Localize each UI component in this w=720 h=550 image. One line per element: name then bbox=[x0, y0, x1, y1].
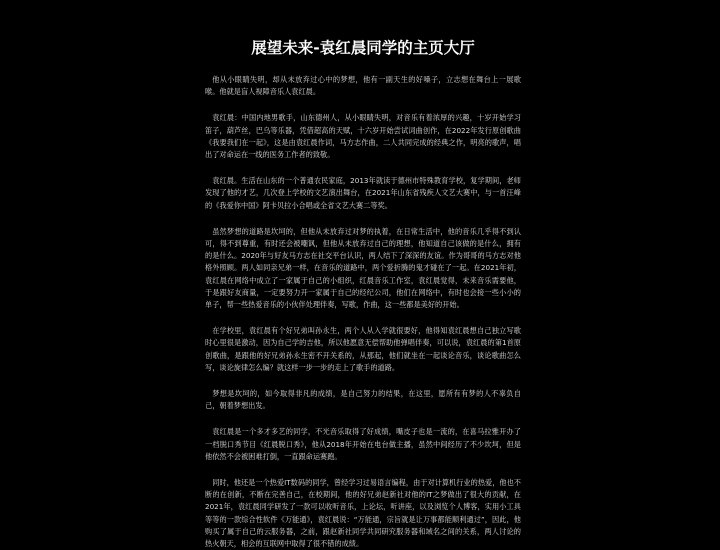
paragraph-intro: 他从小眼睛失明，却从未放弃过心中的梦想，他有一副天生的好嗓子，立志想在舞台上一展歌喉。他就是盲人视障音乐人袁红晨。 bbox=[205, 75, 521, 97]
paragraph-dream: 虽然梦想的道路是坎坷的，但他从未放弃过对梦的执着，在日常生活中，他的音乐几乎得不到认可，得不到尊重，有时还会被嘲讽，但他从未放弃过自己的理想，他知道自己该做的是什么，拥有的是什么。2020年与好友马方志在社交平台认识，两人结下了深深的友谊。作为哥哥的马方志对他格外照顾。两人如同亲兄弟一样，在音乐的道路中，两个爱折腾的鬼才碰在了一起。在2021年初，袁红晨在网络中成立了一家属于自己的小组织，红晨音乐工作室，袁红晨觉得，未来音乐需要他，于是跟好友商量，一定要努力开一家属于自己的经纪公司，他们在网络中，有时也会接一些小小的单子，帮一些热爱音乐的小伙伴处理伴奏，写歌，作曲，这一些都是美好的开始。 bbox=[205, 226, 521, 310]
paragraph-school-friend: 在学校里，袁红晨有个好兄弟叫孙永生，两个人从入学就很要好，他得知袁红晨想自己独立写歌时心里很是激动，因为自己学的吉他，所以他愿意无偿帮助他弹唱伴奏，可以说，袁红晨的第1首原创歌曲，是跟他的好兄弟孙永生密不开关系的，从那起，他们就坐在一起谈论音乐，谈论歌曲怎么写，谈论旋律怎么编？就这样一步一步的走上了歌手的道路。 bbox=[205, 326, 521, 372]
paragraph-it: 同时，他还是一个热爱IT数码的同学，曾经学习过易语言编程，由于对计算机行业的热爱，他也不断的在创新，不断在完善自己，在校期间，他的好兄弟赵新社对他的IT之梦做出了很大的贡献，在2021年，袁红晨同学研发了一款可以收听音乐，上论坛，听讲座，以及浏览个人博客，实用小工具等等的一款综合性软件《万能通》，袁红晨说：“万能通，宗旨就是让万事都能顺利通过”，因此，他购买了属于自己的云服务器，之前，跟赵新社同学共同研究服务器和域名之间的关系，两人讨论的热火朝天，相会的互联网中取得了很不错的成绩。 bbox=[205, 478, 521, 549]
page-title: 展望未来-袁红晨同学的主页大厅 bbox=[251, 39, 475, 57]
paragraph-motto: 梦想是坎坷的，如今取得非凡的成绩，是自己努力的结果，在这里，愿所有有梦的人不辜负自己，朝着梦想出发。 bbox=[205, 389, 521, 411]
paragraph-background: 袁红晨。生活在山东的一个普通农民家庭，2013年就读于德州市特殊教育学校，复学期间，老师发现了他的才艺，几次登上学校的文艺演出舞台，在2021年山东省残疾人文艺大赛中，与一首汪峰的《我爱你中国》阿卡贝拉小合唱或全省文艺大赛二等奖。 bbox=[205, 176, 521, 210]
paragraph-talk-show: 袁红晨是一个多才多艺的同学，不光音乐取得了好成绩，嘴皮子也是一流的，在喜马拉雅开办了一档脱口秀节目《红晨脱口秀》，他从2018年开始在电台做主播，虽然中间经历了不少坎坷，但是他依然不会被困难打倒，一直跟命运赛跑。 bbox=[205, 427, 521, 461]
paragraph-profile: 袁红晨：中国内地男歌手，山东德州人，从小眼睛失明，对音乐有着浓厚的兴趣，十岁开始学习笛子，葫芦丝，巴乌等乐器，凭借超高的天赋，十六岁开始尝试词曲创作，在2022年发行原创歌曲《我要我们在一起》，这是由袁红晨作词，马方志作曲，二人共同完成的经典之作，明亮的歌声，唱出了对命运在一线的医务工作者的致敬。 bbox=[205, 113, 521, 160]
page-content bbox=[205, 36, 521, 550]
